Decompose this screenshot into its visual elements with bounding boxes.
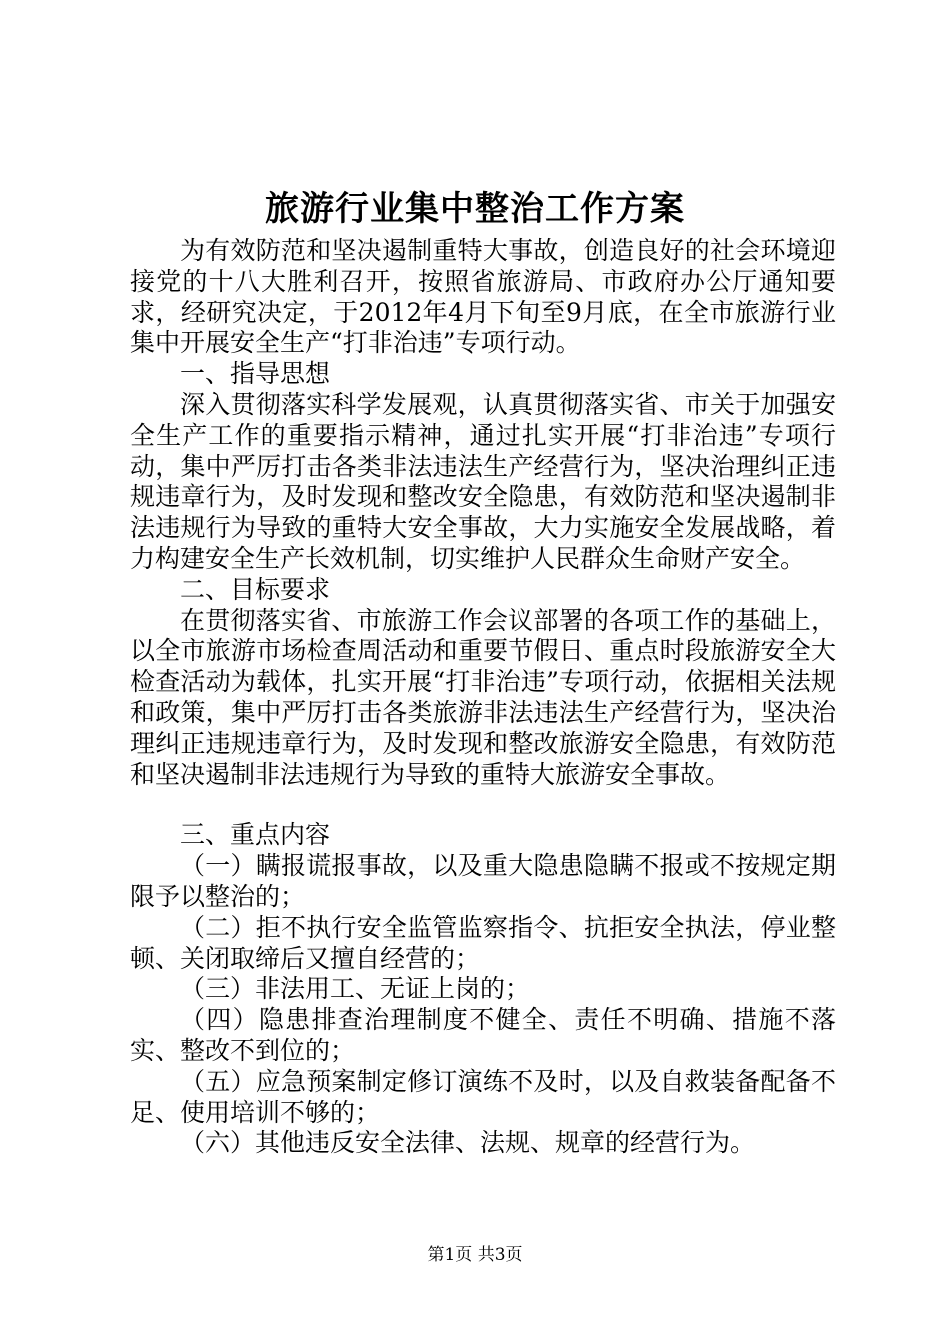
key-content-item-6: （六）其他违反安全法律、法规、规章的经营行为。	[180, 1128, 756, 1158]
guiding-ideology-paragraph: 深入贯彻落实科学发展观，认真贯彻落实省、市关于加强安全生产工作的重要指示精神，通过扎实开展“打非治违”专项行动，集中严厉打击各类非法违法生产经营行为，坚决治理纠正违规违章行为，及时发现和整改安全隐患，有效防范和坚决遏制非法违规行为导致的重特大安全事故，大力实施安全发展战略，着力构建安全生产长效机制，切实维护人民群众生命财产安全。	[130, 389, 836, 573]
intro-paragraph: 为有效防范和坚决遏制重特大事故，创造良好的社会环境迎接党的十八大胜利召开，按照省旅游局、市政府办公厅通知要求，经研究决定，于2012年4月下旬至9月底，在全市旅游行业集中开展安全生产“打非治违”专项行动。	[130, 236, 836, 358]
section-heading-key-content: 三、重点内容	[180, 820, 331, 850]
document-body	[130, 236, 836, 1159]
key-content-item-3: （三）非法用工、无证上岗的；	[180, 974, 531, 1004]
key-content-item-2: （二）拒不执行安全监管监察指令、抗拒安全执法，停业整顿、关闭取缔后又擅自经营的；	[130, 912, 836, 973]
section-heading-goals: 二、目标要求	[180, 574, 331, 604]
key-content-item-1: （一）瞒报谎报事故，以及重大隐患隐瞒不报或不按规定期限予以整治的；	[130, 851, 836, 911]
key-content-item-5: （五）应急预案制定修订演练不及时，以及自救装备配备不足、使用培训不够的；	[130, 1066, 836, 1127]
section-heading-guiding-ideology: 一、指导思想	[180, 359, 331, 389]
page-footer: 第1页 共3页	[427, 1245, 523, 1265]
key-content-item-4: （四）隐患排查治理制度不健全、责任不明确、措施不落实、整改不到位的；	[130, 1005, 836, 1065]
document-title: 旅游行业集中整治工作方案	[265, 189, 685, 229]
goals-paragraph: 在贯彻落实省、市旅游工作会议部署的各项工作的基础上，以全市旅游市场检查周活动和重要节假日、重点时段旅游安全大检查活动为载体，扎实开展“打非治违”专项行动，依据相关法规和政策，集中严厉打击各类旅游非法违法生产经营行为，坚决治理纠正违规违章行为，及时发现和整改旅游安全隐患，有效防范和坚决遏制非法违规行为导致的重特大旅游安全事故。	[130, 605, 836, 789]
